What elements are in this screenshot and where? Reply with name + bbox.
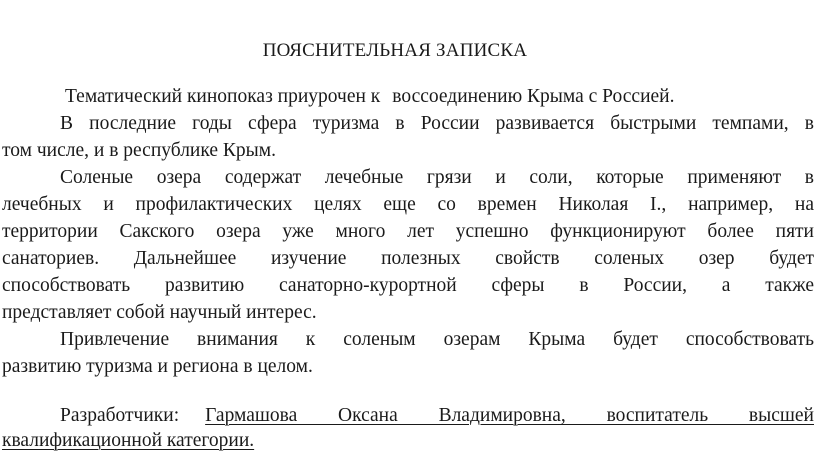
paragraph-3-line-1: Привлечение внимания к соленым озерам Крыма будет способствовать	[60, 329, 814, 350]
developers-label: Разработчики:	[60, 405, 180, 426]
intro-line	[65, 84, 674, 110]
developers-name: Гармашова Оксана Владимировна, воспитатель высшей	[205, 405, 814, 426]
intro-text-part1: Тематический кинопоказ приурочен к	[65, 86, 381, 107]
paragraph-2-line-6: представляет собой научный интерес.	[2, 302, 317, 323]
paragraph-1-line-2: том числе, и в республике Крым.	[2, 140, 276, 161]
document-title: ПОЯСНИТЕЛЬНАЯ ЗАПИСКА	[262, 40, 528, 61]
paragraph-2-line-1: Соленые озера содержат лечебные грязи и соли, которые применяют в	[60, 167, 814, 188]
paragraph-3-line-2: развитию туризма и региона в целом.	[2, 356, 313, 377]
paragraph-2-line-3: территории Сакского озера уже много лет успешно функционируют более пяти	[2, 221, 814, 242]
developers-qualification: квалификационной категории.	[2, 430, 255, 451]
developers-line-1	[60, 403, 814, 429]
intro-text-part2: воссоединению Крыма с Россией.	[392, 86, 675, 107]
paragraph-2-line-5: способствовать развитию санаторно-курортной сферы в России, а также	[2, 275, 814, 296]
developers-line-2	[2, 428, 814, 454]
paragraph-2-line-2: лечебных и профилактических целях еще со времен Николая I., например, на	[2, 194, 814, 215]
paragraph-2-line-4: санаториев. Дальнейшее изучение полезных свойств соленых озер будет	[2, 248, 814, 269]
paragraph-1-line-1: В последние годы сфера туризма в России развивается быстрыми темпами, в	[60, 113, 814, 134]
